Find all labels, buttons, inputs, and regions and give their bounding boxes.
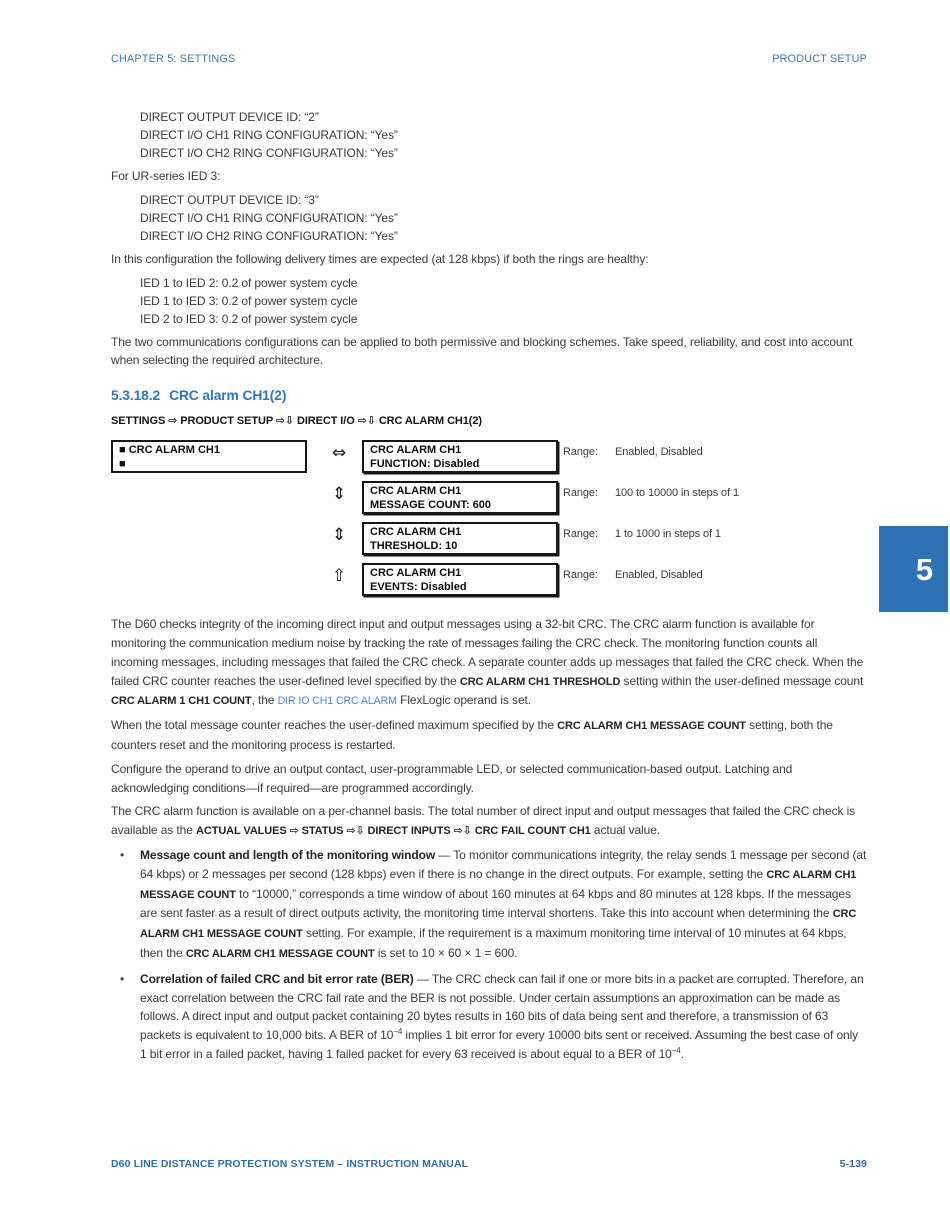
range-value: Enabled, Disabled [615,569,703,582]
listing-line: DIRECT OUTPUT DEVICE ID: “2” [140,110,319,124]
up-down-arrow-icon: ⇕ [331,484,347,505]
setting-row [111,481,867,517]
chapter-tab-number: 5 [915,551,934,587]
paragraph: The two communications configurations can be applied to both permissive and blocking schemes. Take speed, reliability, and cost into account when selecting the required architecture. [111,334,853,368]
section-number: 5.3.18.2 [111,388,161,404]
paragraph: The CRC alarm function is available on a per-channel basis. The total number of direct input and output messages that failed the CRC check is available as the ACTUAL VALUES ⇨ STATUS ⇨⇩ DIRECT INPUTS ⇨⇩ CRC FAIL COUNT CH1 actual value. [111,804,856,838]
lcd-setting-line: CRC ALARM CH1 [370,567,462,580]
settings-panel-diagram [111,440,867,602]
lcd-setting-line: CRC ALARM CH1 [370,526,462,539]
range-value: 1 to 1000 in steps of 1 [615,528,721,541]
lcd-menu-line: ■ CRC ALARM CH1 [119,444,220,457]
page-header [111,52,867,66]
listing-line: DIRECT I/O CH1 RING CONFIGURATION: “Yes” [140,128,398,142]
delivery-times-listing [140,274,867,328]
content-column [111,103,867,1070]
listing-line: DIRECT I/O CH1 RING CONFIGURATION: “Yes” [140,210,398,225]
section-heading [111,387,867,404]
paragraph: For UR-series IED 3: [111,169,221,183]
footer-page-number: 5-139 [839,1158,867,1170]
lcd-setting-box [362,563,558,596]
lcd-setting-line: EVENTS: Disabled [370,580,467,593]
listing-line: IED 1 to IED 2: 0.2 of power system cycle [140,275,358,290]
setting-row [111,440,867,476]
page-footer [111,1157,867,1171]
lcd-setting-box [362,522,558,555]
chapter-tab [879,526,948,612]
paragraph: Configure the operand to drive an output contact, user-programmable LED, or selected communication-based output. Latching and acknowledging conditions—if required—are programmed accordingly. [111,761,793,795]
listing-line: IED 2 to IED 3: 0.2 of power system cycle [140,311,358,326]
listing-line: DIRECT OUTPUT DEVICE ID: “3” [140,192,319,207]
range-label: Range: [563,528,598,541]
paragraph: The D60 checks integrity of the incoming direct input and output messages using a 32-bit CRC. The CRC alarm function is available for monitoring the communication medium noise by tracking the rate of messages failing the CRC check. The monitoring function counts all incoming messages, including messages that failed the CRC check. A separate counter adds up messages that failed the CRC check. When the failed CRC counter reaches the user-defined level specified by the CRC ALARM CH1 THRESHOLD setting within the user-defined message count CRC ALARM 1 CH1 COUNT, the DIR IO CH1 CRC ALARM FlexLogic operand is set. [111,617,864,708]
bullet-marker: • [120,847,125,862]
setting-row [111,563,867,599]
range-label: Range: [563,569,598,582]
listing-line: DIRECT I/O CH2 RING CONFIGURATION: “Yes” [140,146,398,160]
lcd-setting-line: CRC ALARM CH1 [370,444,462,457]
range-value: 100 to 10000 in steps of 1 [615,487,739,500]
bullet-text: Correlation of failed CRC and bit error rate (BER) — The CRC check can fail if one or more bits in a packet are corrupted. Therefore, an exact correlation between the CRC fail rate and the BER is not possible. Under certain assumptions an approximation can be made as follows. A direct input and output packet containing 20 bytes results in 160 bits of data being sent and therefore, a transmission of 63 packets is equivalent to 10,000 bits. A BER of $10^{-4}$ implies 1 bit error for every 10000 bits sent or received. Assuming the best case of only 1 bit error in a failed packet, having 1 failed packet for every 63 received is about equal to a BER of $10^{-4}$. [140,971,864,1061]
listing-line: IED 1 to IED 3: 0.2 of power system cycle [140,293,358,308]
listing-line: DIRECT I/O CH2 RING CONFIGURATION: “Yes” [140,228,398,243]
settings-listing-ied3 [140,191,867,245]
lcd-setting-line: MESSAGE COUNT: 600 [370,498,492,511]
paragraph: When the total message counter reaches the user-defined maximum specified by the CRC ALARM CH1 MESSAGE COUNT setting, both the counters reset and the monitoring process is restarted. [111,718,833,752]
range-value: Enabled, Disabled [615,446,703,459]
lcd-setting-line: CRC ALARM CH1 [370,485,462,498]
paragraph: In this configuration the following delivery times are expected (at 128 kbps) if both the rings are healthy: [111,251,649,266]
lcd-setting-box [362,440,558,473]
footer-manual-title: D60 LINE DISTANCE PROTECTION SYSTEM – INSTRUCTION MANUAL [111,1158,469,1170]
bullet-item [111,846,867,964]
section-title: CRC alarm CH1(2) [169,388,287,404]
range-label: Range: [563,446,598,459]
header-chapter-label: CHAPTER 5: SETTINGS [111,53,236,65]
bullet-marker: • [120,971,125,986]
range-label: Range: [563,487,598,500]
up-down-arrow-icon: ⇕ [331,525,347,546]
lcd-setting-line: FUNCTION: Disabled [370,457,480,470]
lcd-setting-line: THRESHOLD: 10 [370,539,458,552]
lcd-setting-box [362,481,558,514]
settings-listing-ied2 [140,108,867,162]
lcd-menu-line: ■ [119,457,126,470]
left-right-arrow-icon: ⇔ [331,443,347,464]
setting-row [111,522,867,558]
bullet-item [111,970,867,1064]
header-section-label: PRODUCT SETUP [772,53,867,65]
bullet-text: Message count and length of the monitoring window — To monitor communications integrity, the relay sends 1 message per second (at 64 kbps) or 2 messages per second (128 kbps) even if there is no change in the direct outputs. For example, setting the CRC ALARM CH1 MESSAGE COUNT to “10000,” corresponds a time window of about 160 minutes at 64 kbps and 80 minutes at 128 kbps. If the messages are sent faster as a result of direct outputs activity, the monitoring time interval shortens. Take this into account when determining the CRC ALARM CH1 MESSAGE COUNT setting. For example, if the requirement is a maximum monitoring time interval of 10 minutes at 64 kbps, then the CRC ALARM CH1 MESSAGE COUNT is set to 10 × 60 × 1 = 600. [140,847,867,960]
up-arrow-icon: ⇧ [331,566,347,587]
settings-menu-path: SETTINGS ⇨ PRODUCT SETUP ⇨⇩ DIRECT I/O ⇨⇩ CRC ALARM CH1(2) [111,415,482,428]
